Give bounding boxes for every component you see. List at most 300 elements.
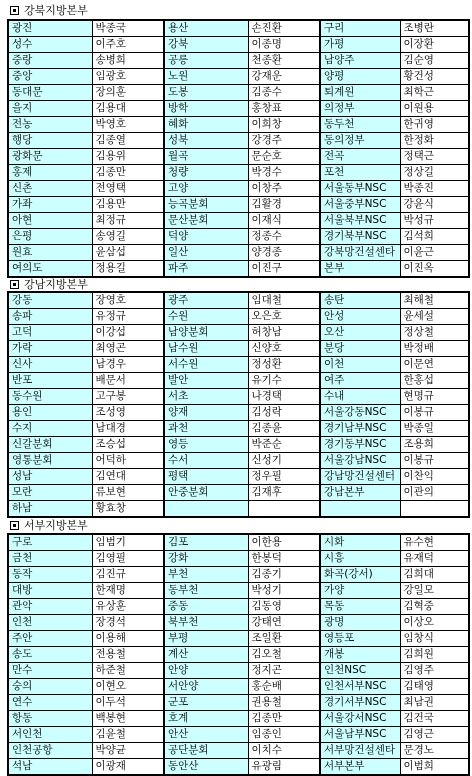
person-name-cell: 양경종 bbox=[248, 245, 320, 261]
office-cell: 아현 bbox=[8, 213, 92, 229]
table-row bbox=[8, 437, 469, 453]
office-cell: 동의정부 bbox=[320, 133, 400, 149]
person-name-cell: 박정배 bbox=[400, 341, 469, 357]
office-cell: 서안양 bbox=[164, 679, 248, 695]
person-name-cell: 임창식 bbox=[400, 631, 469, 647]
office-cell: 신촌 bbox=[8, 181, 92, 197]
table-row bbox=[8, 469, 469, 485]
person-name-cell: 장영호 bbox=[92, 292, 164, 309]
office-cell: 을지 bbox=[8, 101, 92, 117]
office-cell: 서울남부NSC bbox=[320, 727, 400, 743]
office-cell: 가락 bbox=[8, 341, 92, 357]
office-cell: 이천 bbox=[320, 357, 400, 373]
person-name-cell: 문순호 bbox=[248, 149, 320, 165]
office-cell: 숭의 bbox=[8, 679, 92, 695]
table-row bbox=[8, 181, 469, 197]
table-row bbox=[8, 341, 469, 357]
person-name-cell: 박성규 bbox=[400, 213, 469, 229]
office-cell: 광명 bbox=[320, 615, 400, 631]
person-name-cell: 이광재 bbox=[92, 759, 164, 776]
office-cell: 개봉 bbox=[320, 647, 400, 663]
office-cell: 호계 bbox=[164, 711, 248, 727]
person-name-cell: 홍순배 bbox=[248, 679, 320, 695]
office-cell: 동안산 bbox=[164, 759, 248, 776]
office-cell: 가양 bbox=[320, 583, 400, 599]
office-cell: 김포 bbox=[164, 534, 248, 551]
office-cell: 연수 bbox=[8, 695, 92, 711]
person-name-cell: 김희대 bbox=[400, 567, 469, 583]
office-cell: 전곡 bbox=[320, 149, 400, 165]
office-cell: 여의도 bbox=[8, 261, 92, 278]
office-cell: 청량 bbox=[164, 165, 248, 181]
office-cell: 구리 bbox=[320, 20, 400, 37]
office-cell: 원효 bbox=[8, 245, 92, 261]
person-name-cell bbox=[400, 501, 469, 518]
office-cell: 안산 bbox=[164, 727, 248, 743]
person-name-cell: 정택근 bbox=[400, 149, 469, 165]
person-name-cell: 김오철 bbox=[248, 647, 320, 663]
office-cell: 과천 bbox=[164, 421, 248, 437]
person-name-cell: 최정규 bbox=[92, 213, 164, 229]
table-row bbox=[8, 309, 469, 325]
person-name-cell: 박양균 bbox=[92, 743, 164, 759]
person-name-cell: 이상오 bbox=[400, 615, 469, 631]
office-cell: 인천 bbox=[8, 615, 92, 631]
person-name-cell: 김진규 bbox=[92, 567, 164, 583]
person-name-cell: 김연대 bbox=[92, 469, 164, 485]
person-name-cell: 박종일 bbox=[400, 421, 469, 437]
table-row bbox=[8, 373, 469, 389]
person-name-cell: 김종수 bbox=[248, 85, 320, 101]
person-name-cell: 어덕하 bbox=[92, 453, 164, 469]
office-cell: 안양 bbox=[164, 663, 248, 679]
person-name-cell: 전영택 bbox=[92, 181, 164, 197]
table-row bbox=[8, 534, 469, 551]
section-title-text: 강북지방본부 bbox=[24, 4, 88, 17]
office-cell: 구로 bbox=[8, 534, 92, 551]
person-name-cell: 송영길 bbox=[92, 229, 164, 245]
section-title bbox=[10, 3, 88, 17]
office-cell: 서울강남NSC bbox=[320, 453, 400, 469]
person-name-cell: 신성기 bbox=[248, 453, 320, 469]
office-cell: 부평 bbox=[164, 631, 248, 647]
office-cell: 인천서부NSC bbox=[320, 679, 400, 695]
office-cell: 월곡 bbox=[164, 149, 248, 165]
person-name-cell: 이현오 bbox=[92, 679, 164, 695]
office-cell: 여주 bbox=[320, 373, 400, 389]
office-cell: 용산 bbox=[164, 20, 248, 37]
person-name-cell: 한재명 bbox=[92, 583, 164, 599]
table-row bbox=[8, 567, 469, 583]
person-name-cell: 이한용 bbox=[248, 534, 320, 551]
office-cell: 중앙 bbox=[8, 69, 92, 85]
office-cell: 용인 bbox=[8, 405, 92, 421]
person-name-cell: 이봉규 bbox=[400, 453, 469, 469]
office-cell: 일산 bbox=[164, 245, 248, 261]
office-cell: 행당 bbox=[8, 133, 92, 149]
table-row bbox=[8, 679, 469, 695]
person-name-cell: 조일환 bbox=[248, 631, 320, 647]
person-name-cell: 강윤식 bbox=[400, 197, 469, 213]
office-cell: 안중분회 bbox=[164, 485, 248, 501]
person-name-cell: 이진옥 bbox=[400, 261, 469, 278]
person-name-cell: 김종기 bbox=[248, 567, 320, 583]
roster-table bbox=[7, 291, 470, 518]
person-name-cell: 박종국 bbox=[92, 20, 164, 37]
section-title bbox=[10, 277, 88, 291]
office-cell: 분당 bbox=[320, 341, 400, 357]
office-cell: 강남망건설센터 bbox=[320, 469, 400, 485]
office-cell: 경기동부NSC bbox=[320, 437, 400, 453]
office-cell: 송도 bbox=[8, 647, 92, 663]
person-name-cell: 이재식 bbox=[248, 213, 320, 229]
person-name-cell: 고구봉 bbox=[92, 389, 164, 405]
square-bullet-icon bbox=[10, 6, 19, 15]
office-cell: 파주 bbox=[164, 261, 248, 278]
person-name-cell: 류보현 bbox=[92, 485, 164, 501]
office-cell: 영등 bbox=[164, 437, 248, 453]
roster-table bbox=[7, 19, 470, 278]
person-name-cell: 이찬익 bbox=[400, 469, 469, 485]
person-name-cell: 김윤철 bbox=[92, 727, 164, 743]
office-cell: 서부망건설센타 bbox=[320, 743, 400, 759]
person-name-cell: 김혁중 bbox=[400, 599, 469, 615]
office-cell: 서초 bbox=[164, 389, 248, 405]
person-name-cell: 한귀영 bbox=[400, 117, 469, 133]
person-name-cell: 김성락 bbox=[248, 405, 320, 421]
square-bullet-icon bbox=[10, 280, 19, 289]
person-name-cell: 박성기 bbox=[248, 583, 320, 599]
office-cell: 강북망건설센타 bbox=[320, 245, 400, 261]
table-row bbox=[8, 101, 469, 117]
table-row bbox=[8, 453, 469, 469]
table-row bbox=[8, 292, 469, 309]
office-cell: 광주 bbox=[164, 292, 248, 309]
office-cell: 경기서부NSC bbox=[320, 695, 400, 711]
office-cell: 덕양 bbox=[164, 229, 248, 245]
table-row bbox=[8, 245, 469, 261]
person-name-cell: 김종열 bbox=[92, 133, 164, 149]
table-row bbox=[8, 261, 469, 278]
person-name-cell: 유광림 bbox=[248, 759, 320, 776]
office-cell: 경기남부NSC bbox=[320, 421, 400, 437]
person-name-cell: 김활경 bbox=[248, 197, 320, 213]
person-name-cell: 강태연 bbox=[248, 615, 320, 631]
section-title-text: 서부지방본부 bbox=[24, 519, 88, 532]
office-cell: 동두천 bbox=[320, 117, 400, 133]
office-cell: 군포 bbox=[164, 695, 248, 711]
person-name-cell: 김용대 bbox=[92, 101, 164, 117]
person-name-cell: 임광호 bbox=[92, 69, 164, 85]
person-name-cell: 이관의 bbox=[400, 485, 469, 501]
person-name-cell: 정종수 bbox=[248, 229, 320, 245]
person-name-cell: 김영필 bbox=[92, 551, 164, 567]
person-name-cell: 정용길 bbox=[92, 261, 164, 278]
person-name-cell: 현명규 bbox=[400, 389, 469, 405]
table-row bbox=[8, 357, 469, 373]
person-name-cell: 김재후 bbox=[248, 485, 320, 501]
person-name-cell: 남경우 bbox=[92, 357, 164, 373]
person-name-cell: 최학근 bbox=[400, 85, 469, 101]
person-name-cell: 정우필 bbox=[248, 469, 320, 485]
office-cell: 동부천 bbox=[164, 583, 248, 599]
person-name-cell: 문경노 bbox=[400, 743, 469, 759]
office-cell: 수원 bbox=[164, 309, 248, 325]
office-cell: 수지 bbox=[8, 421, 92, 437]
table-row bbox=[8, 615, 469, 631]
person-name-cell: 홍창표 bbox=[248, 101, 320, 117]
office-cell: 강남본부 bbox=[320, 485, 400, 501]
office-cell: 가평 bbox=[320, 37, 400, 53]
office-cell: 고양 bbox=[164, 181, 248, 197]
person-name-cell: 김영근 bbox=[400, 727, 469, 743]
person-name-cell: 김동영 bbox=[248, 599, 320, 615]
office-cell: 반포 bbox=[8, 373, 92, 389]
person-name-cell: 이문연 bbox=[400, 357, 469, 373]
office-cell: 시화 bbox=[320, 534, 400, 551]
office-cell: 능곡분회 bbox=[164, 197, 248, 213]
office-cell: 강동 bbox=[8, 292, 92, 309]
person-name-cell: 윤세설 bbox=[400, 309, 469, 325]
person-name-cell: 한정화 bbox=[400, 133, 469, 149]
table-row bbox=[8, 197, 469, 213]
person-name-cell: 이용해 bbox=[92, 631, 164, 647]
office-cell: 문산분회 bbox=[164, 213, 248, 229]
office-cell: 강북 bbox=[164, 37, 248, 53]
person-name-cell: 유기수 bbox=[248, 373, 320, 389]
person-name-cell: 조승섭 bbox=[92, 437, 164, 453]
square-bullet-icon bbox=[10, 521, 19, 530]
person-name-cell: 박영호 bbox=[92, 117, 164, 133]
office-cell: 오산 bbox=[320, 325, 400, 341]
table-row bbox=[8, 53, 469, 69]
office-cell: 북부천 bbox=[164, 615, 248, 631]
office-cell: 남수원 bbox=[164, 341, 248, 357]
office-cell: 혜화 bbox=[164, 117, 248, 133]
office-cell: 의정부 bbox=[320, 101, 400, 117]
person-name-cell: 한홍섭 bbox=[400, 373, 469, 389]
person-name-cell: 이장환 bbox=[400, 37, 469, 53]
person-name-cell: 이윤근 bbox=[400, 245, 469, 261]
office-cell: 강화 bbox=[164, 551, 248, 567]
section-title bbox=[10, 518, 88, 532]
table-row bbox=[8, 501, 469, 518]
person-name-cell: 이치수 bbox=[248, 743, 320, 759]
office-cell: 수서 bbox=[164, 453, 248, 469]
person-name-cell: 김건국 bbox=[400, 711, 469, 727]
office-cell: 발안 bbox=[164, 373, 248, 389]
person-name-cell: 조성영 bbox=[92, 405, 164, 421]
office-cell: 공릉 bbox=[164, 53, 248, 69]
table-row bbox=[8, 663, 469, 679]
table-row bbox=[8, 631, 469, 647]
person-name-cell: 유상훈 bbox=[92, 599, 164, 615]
person-name-cell: 정지곤 bbox=[248, 663, 320, 679]
person-name-cell: 강경주 bbox=[248, 133, 320, 149]
person-name-cell: 황효창 bbox=[92, 501, 164, 518]
office-cell: 주안 bbox=[8, 631, 92, 647]
person-name-cell: 최남권 bbox=[400, 695, 469, 711]
person-name-cell: 김영주 bbox=[400, 663, 469, 679]
office-cell: 성남 bbox=[8, 469, 92, 485]
person-name-cell: 조병란 bbox=[400, 20, 469, 37]
person-name-cell: 한봉덕 bbox=[248, 551, 320, 567]
person-name-cell: 장경석 bbox=[92, 615, 164, 631]
table-row bbox=[8, 229, 469, 245]
office-cell: 시흥 bbox=[320, 551, 400, 567]
person-name-cell: 김용위 bbox=[92, 149, 164, 165]
office-cell: 홍제 bbox=[8, 165, 92, 181]
person-name-cell: 이원용 bbox=[400, 101, 469, 117]
person-name-cell: 정상길 bbox=[400, 165, 469, 181]
person-name-cell: 이봉규 bbox=[400, 405, 469, 421]
office-cell: 본부 bbox=[320, 261, 400, 278]
person-name-cell: 이희창 bbox=[248, 117, 320, 133]
office-cell: 서인천 bbox=[8, 727, 92, 743]
office-cell: 광진 bbox=[8, 20, 92, 37]
office-cell: 방학 bbox=[164, 101, 248, 117]
table-row bbox=[8, 20, 469, 37]
office-cell: 중랑 bbox=[8, 53, 92, 69]
table-row bbox=[8, 551, 469, 567]
person-name-cell: 정상철 bbox=[400, 325, 469, 341]
office-cell: 하남 bbox=[8, 501, 92, 518]
table-row bbox=[8, 37, 469, 53]
office-cell: 동작 bbox=[8, 567, 92, 583]
table-row bbox=[8, 69, 469, 85]
table-row bbox=[8, 389, 469, 405]
person-name-cell: 김종만 bbox=[92, 165, 164, 181]
person-name-cell: 윤삼섭 bbox=[92, 245, 164, 261]
person-name-cell: 나경택 bbox=[248, 389, 320, 405]
person-name-cell: 하준철 bbox=[92, 663, 164, 679]
roster-table bbox=[7, 533, 470, 776]
office-cell: 신갈분회 bbox=[8, 437, 92, 453]
person-name-cell: 이진구 bbox=[248, 261, 320, 278]
office-cell: 성북 bbox=[164, 133, 248, 149]
office-cell: 만수 bbox=[8, 663, 92, 679]
table-row bbox=[8, 727, 469, 743]
office-cell: 은평 bbox=[8, 229, 92, 245]
section-title-text: 강남지방본부 bbox=[24, 278, 88, 291]
office-cell: 서울동부NSC bbox=[320, 181, 400, 197]
person-name-cell: 이두석 bbox=[92, 695, 164, 711]
person-name-cell: 이주호 bbox=[92, 37, 164, 53]
office-cell: 화곡(강서) bbox=[320, 567, 400, 583]
office-cell: 서울강서NSC bbox=[320, 711, 400, 727]
person-name-cell: 조용희 bbox=[400, 437, 469, 453]
office-cell: 부천 bbox=[164, 567, 248, 583]
person-name-cell: 박준순 bbox=[248, 437, 320, 453]
person-name-cell: 김순영 bbox=[400, 53, 469, 69]
office-cell: 서울북부NSC bbox=[320, 213, 400, 229]
office-cell: 경기북부NSC bbox=[320, 229, 400, 245]
office-cell bbox=[320, 501, 400, 518]
office-cell: 관악 bbox=[8, 599, 92, 615]
person-name-cell: 강일모 bbox=[400, 583, 469, 599]
person-name-cell: 박종진 bbox=[400, 181, 469, 197]
office-cell: 평택 bbox=[164, 469, 248, 485]
office-cell: 양평 bbox=[320, 69, 400, 85]
person-name-cell: 배문서 bbox=[92, 373, 164, 389]
office-cell: 모란 bbox=[8, 485, 92, 501]
person-name-cell: 유수현 bbox=[400, 534, 469, 551]
person-name-cell: 강재운 bbox=[248, 69, 320, 85]
person-name-cell: 임종인 bbox=[248, 727, 320, 743]
person-name-cell: 박경수 bbox=[248, 165, 320, 181]
table-row bbox=[8, 485, 469, 501]
person-name-cell: 유재덕 bbox=[400, 551, 469, 567]
table-row bbox=[8, 325, 469, 341]
person-name-cell: 신양호 bbox=[248, 341, 320, 357]
office-cell: 인천NSC bbox=[320, 663, 400, 679]
office-cell: 중동 bbox=[164, 599, 248, 615]
office-cell: 신사 bbox=[8, 357, 92, 373]
office-cell: 항동 bbox=[8, 711, 92, 727]
person-name-cell: 최영곤 bbox=[92, 341, 164, 357]
person-name-cell: 유정규 bbox=[92, 309, 164, 325]
office-cell bbox=[164, 501, 248, 518]
office-cell: 수내 bbox=[320, 389, 400, 405]
office-cell: 서수원 bbox=[164, 357, 248, 373]
office-cell: 퇴계원 bbox=[320, 85, 400, 101]
person-name-cell: 임범기 bbox=[92, 534, 164, 551]
person-name-cell: 임대철 bbox=[248, 292, 320, 309]
office-cell: 전농 bbox=[8, 117, 92, 133]
person-name-cell: 이강섭 bbox=[92, 325, 164, 341]
person-name-cell: 손진환 bbox=[248, 20, 320, 37]
office-cell: 공단분회 bbox=[164, 743, 248, 759]
person-name-cell: 김희원 bbox=[400, 647, 469, 663]
table-row bbox=[8, 213, 469, 229]
office-cell: 성수 bbox=[8, 37, 92, 53]
office-cell: 동대문 bbox=[8, 85, 92, 101]
office-cell: 고덕 bbox=[8, 325, 92, 341]
table-row bbox=[8, 711, 469, 727]
office-cell: 영등포 bbox=[320, 631, 400, 647]
office-cell: 도봉 bbox=[164, 85, 248, 101]
person-name-cell: 남대경 bbox=[92, 421, 164, 437]
office-cell: 영통분회 bbox=[8, 453, 92, 469]
table-row bbox=[8, 133, 469, 149]
office-cell: 노원 bbox=[164, 69, 248, 85]
office-cell: 동수원 bbox=[8, 389, 92, 405]
person-name-cell bbox=[248, 501, 320, 518]
office-cell: 목동 bbox=[320, 599, 400, 615]
person-name-cell: 백봉현 bbox=[92, 711, 164, 727]
person-name-cell: 김태영 bbox=[400, 679, 469, 695]
table-row bbox=[8, 599, 469, 615]
office-cell: 금천 bbox=[8, 551, 92, 567]
person-name-cell: 권용철 bbox=[248, 695, 320, 711]
person-name-cell: 송병희 bbox=[92, 53, 164, 69]
person-name-cell: 전용철 bbox=[92, 647, 164, 663]
office-cell: 가좌 bbox=[8, 197, 92, 213]
person-name-cell: 김용만 bbox=[92, 197, 164, 213]
office-cell: 포천 bbox=[320, 165, 400, 181]
person-name-cell: 이종명 bbox=[248, 37, 320, 53]
table-row bbox=[8, 743, 469, 759]
office-cell: 송파 bbox=[8, 309, 92, 325]
office-cell: 서울중부NSC bbox=[320, 197, 400, 213]
office-cell: 광화문 bbox=[8, 149, 92, 165]
office-cell: 서울강동NSC bbox=[320, 405, 400, 421]
table-row bbox=[8, 117, 469, 133]
table-row bbox=[8, 165, 469, 181]
table-row bbox=[8, 647, 469, 663]
person-name-cell: 김종윤 bbox=[248, 421, 320, 437]
table-row bbox=[8, 421, 469, 437]
